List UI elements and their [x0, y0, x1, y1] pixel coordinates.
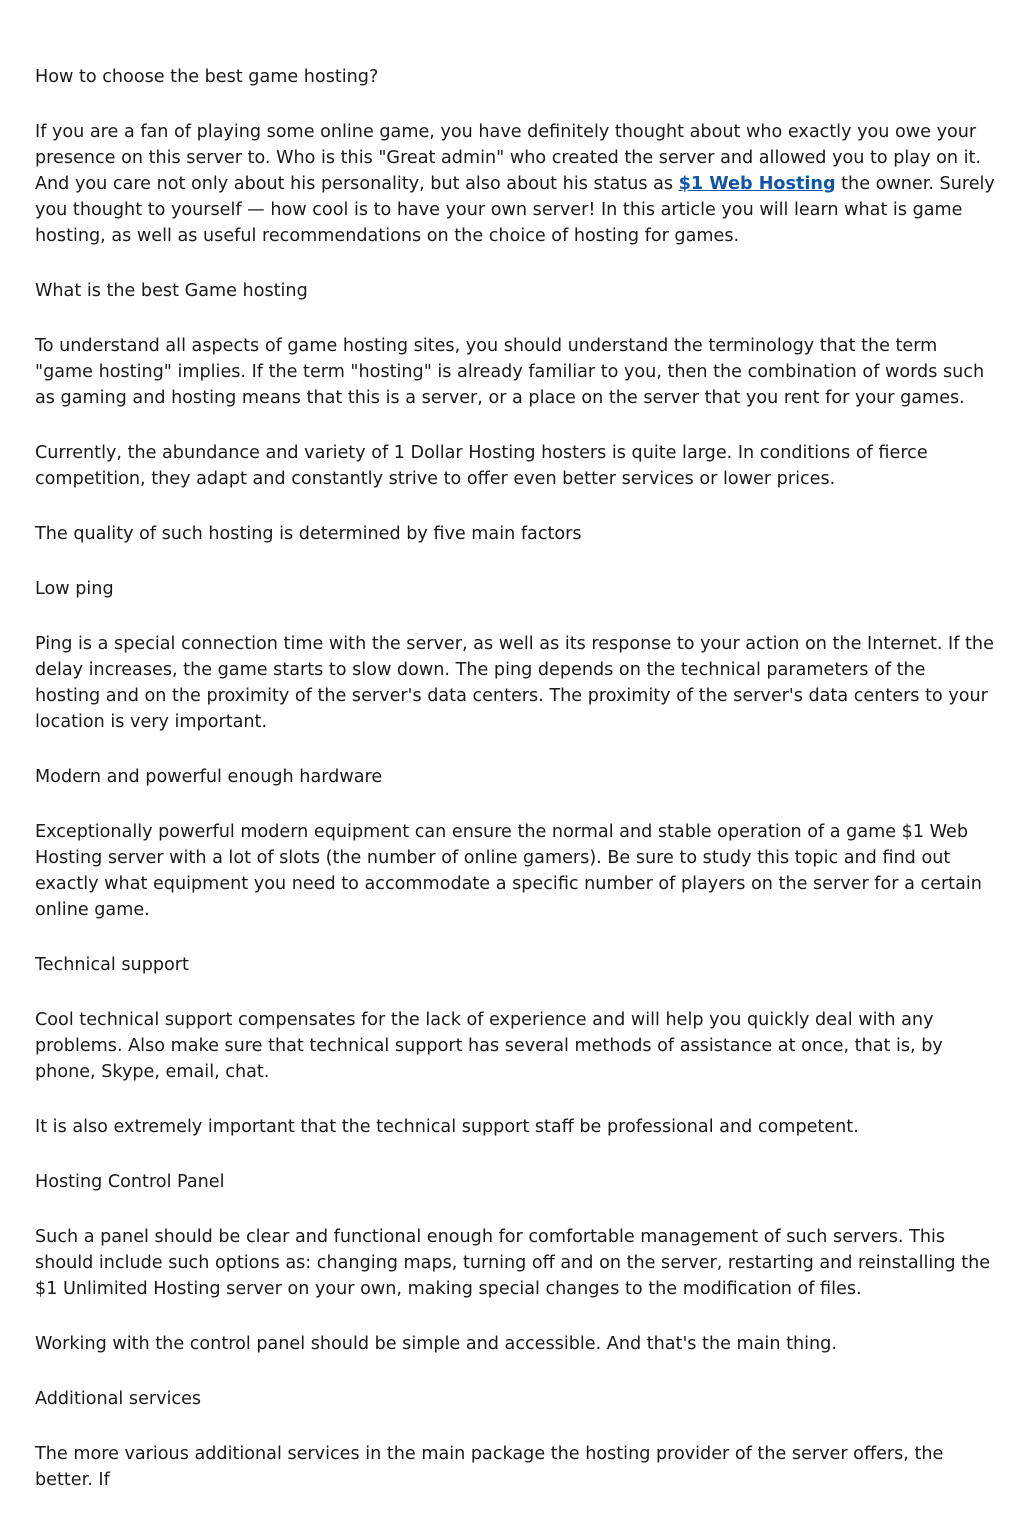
heading-control-panel: Hosting Control Panel	[35, 1172, 225, 1192]
paragraph-understand: To understand all aspects of game hosting sites, you should understand the terminology that the term "game hosting" implies. If the term "hosting" is already familiar to you, then the combination of words such as gaming and hosting means that this is a server, or a place on the server that you rent for your games.	[35, 336, 985, 408]
intro-text-before: If you are a fan of playing some online game, you have definitely thought about who exactly you owe your presence on this server to. Who is this "Great admin" who created the server and allowed you to play on it. And you care not only about his personality, but also about his status as	[35, 122, 981, 194]
paragraph-control-panel-simple: Working with the control panel should be simple and accessible. And that's the main thing.	[35, 1334, 837, 1354]
article	[35, 64, 995, 1522]
heading-additional-services: Additional services	[35, 1389, 202, 1409]
heading-low-ping: Low ping	[35, 579, 114, 599]
web-hosting-link[interactable]: $1 Web Hosting	[678, 174, 836, 194]
paragraph-control-panel: Such a panel should be clear and functional enough for comfortable management of such servers. This should include such options as: changing maps, turning off and on the server, restarting and reinstalling the $1 Unlimited Hosting server on your own, making special changes to the modification of files.	[35, 1227, 991, 1299]
paragraph-additional-services: The more various additional services in the main package the hosting provider of the server offers, the better. If	[35, 1444, 944, 1490]
paragraph-support-staff: It is also extremely important that the technical support staff be professional and competent.	[35, 1117, 859, 1137]
article-title: How to choose the best game hosting?	[35, 67, 379, 87]
intro-text-after: the owner. Surely you thought to yourself — how cool is to have your own server! In this article you will learn what is game hosting, as well as useful recommendations on the choice of hosting for games.	[35, 174, 995, 246]
intro-paragraph	[35, 119, 995, 249]
heading-what-is: What is the best Game hosting	[35, 281, 308, 301]
paragraph-support: Cool technical support compensates for the lack of experience and will help you quickly deal with any problems. Also make sure that technical support has several methods of assistance at once, that is, by phone, Skype, email, chat.	[35, 1010, 943, 1082]
paragraph-quality: The quality of such hosting is determined by five main factors	[35, 524, 582, 544]
heading-hardware: Modern and powerful enough hardware	[35, 767, 383, 787]
paragraph-hardware: Exceptionally powerful modern equipment can ensure the normal and stable operation of a game $1 Web Hosting server with a lot of slots (the number of online gamers). Be sure to study this topic and find out exactly what equipment you need to accommodate a specific number of players on the server for a certain online game.	[35, 822, 982, 920]
paragraph-currently: Currently, the abundance and variety of 1 Dollar Hosting hosters is quite large. In conditions of fierce competition, they adapt and constantly strive to offer even better services or lower prices.	[35, 443, 928, 489]
heading-technical-support: Technical support	[35, 955, 189, 975]
paragraph-ping: Ping is a special connection time with the server, as well as its response to your action on the Internet. If the delay increases, the game starts to slow down. The ping depends on the technical parameters of the hosting and on the proximity of the server's data centers. The proximity of the server's data centers to your location is very important.	[35, 634, 994, 732]
